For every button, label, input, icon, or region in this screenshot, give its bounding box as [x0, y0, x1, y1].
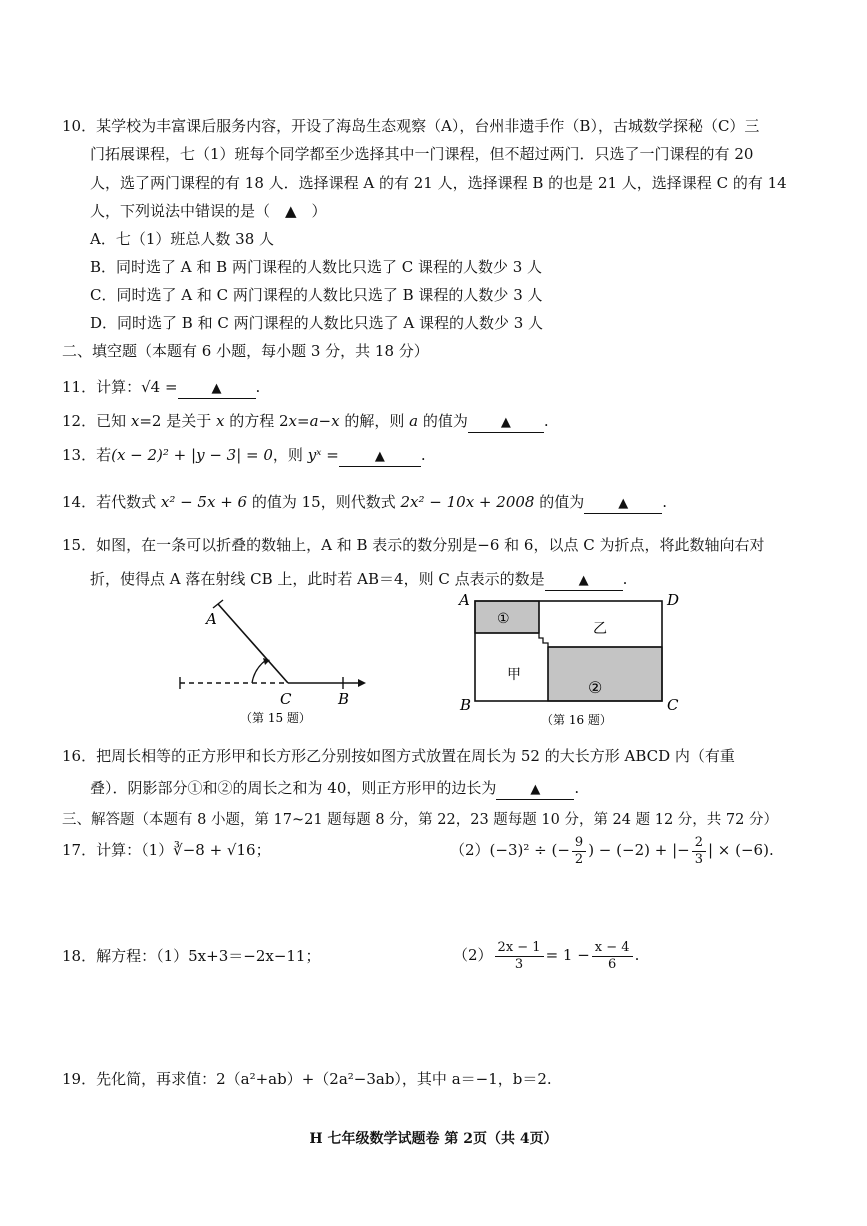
triangle-icon: ▲ — [211, 381, 222, 396]
triangle-icon: ▲ — [374, 449, 385, 464]
q16-answer-blank — [496, 779, 574, 800]
q17-part2-prefix: （2） — [450, 841, 490, 859]
q12-text6: 的值为 — [418, 412, 468, 430]
q16-text: 叠）．阴影部分①和②的周长之和为 40，则正方形甲的边长为 — [90, 779, 497, 797]
numerator: 9 — [572, 835, 586, 852]
q12-var-x: x — [130, 412, 140, 430]
q11-period: . — [255, 378, 261, 396]
q12-var-x2: x — [215, 412, 225, 430]
q17-part-2 — [450, 834, 774, 868]
q13-answer-blank — [339, 446, 421, 467]
q18-period: . — [634, 946, 640, 964]
q13-period: . — [420, 446, 426, 464]
label-b: B — [338, 690, 350, 708]
q10-option-a: A．七（1）班总人数 38 人 — [90, 230, 274, 248]
fold-arc — [252, 660, 266, 683]
q14-expression-2: 2x² − 10x + 2008 — [400, 493, 535, 511]
q10-stem-line2: 门拓展课程，七（1）班每个同学都至少选择其中一门课程，但不超过两门．只选了一门课程的有 20 — [90, 145, 754, 163]
denominator: 3 — [514, 956, 524, 972]
triangle-icon: ▲ — [500, 415, 511, 430]
numerator: 2 — [692, 835, 706, 852]
q15-text: 折，使得点 A 落在射线 CB 上，此时若 AB＝4，则 C 点表示的数是 — [90, 570, 545, 588]
label-a: A — [459, 591, 470, 609]
q18-equals-one-minus: = 1 − — [545, 946, 590, 964]
question-13 — [62, 445, 426, 467]
label-a: A — [206, 610, 217, 628]
q18-part2-prefix: （2） — [453, 946, 493, 964]
figure-15 — [160, 590, 380, 730]
q14-answer-blank — [584, 493, 662, 514]
q14-text2: 的值为 — [534, 493, 585, 511]
q13-prefix: 13．若 — [62, 446, 112, 464]
q10-stem-line3: 人，选了两门课程的有 18 人．选择课程 A 的有 21 人，选择课程 B 的也是 21 人，选择课程 C 的有 14 — [90, 174, 787, 192]
q11-answer-blank — [178, 378, 256, 399]
q15-period: . — [622, 570, 628, 588]
q14-period: . — [662, 493, 668, 511]
arrow-right-icon — [358, 679, 366, 687]
q12-text3: = — [297, 412, 310, 430]
figure-16 — [455, 590, 695, 732]
q10-option-c: C．同时选了 A 和 C 两门课程的人数比只选了 B 课程的人数少 3 人 — [90, 286, 543, 304]
overlap-step — [539, 633, 548, 647]
q13-expression: (x − 2)² + |y − 3| = 0 — [111, 446, 273, 464]
triangle-icon: ▲ — [618, 496, 629, 511]
denominator: 3 — [694, 851, 703, 867]
q12-text5: 的解，则 — [339, 412, 410, 430]
q14-expression-1: x² − 5x + 6 — [160, 493, 248, 511]
q12-var-x4: x — [331, 412, 340, 430]
q18-part-1: 18．解方程：（1）5x+3＝−2x−11； — [62, 947, 321, 965]
label-d: D — [667, 591, 680, 609]
q17-part1-prefix: 17．计算：（1） — [62, 841, 174, 859]
fraction-2-3 — [692, 835, 706, 868]
q12-text4: − — [318, 412, 332, 430]
q17-part1-suffix: ； — [255, 841, 271, 859]
region-2-label: ② — [588, 678, 603, 697]
region-1-label: ① — [497, 611, 510, 627]
fraction-2x-1-over-3 — [495, 940, 544, 973]
q15-answer-blank — [545, 570, 623, 591]
q15-stem-line1: 15．如图，在一条可以折叠的数轴上，A 和 B 表示的数分别是−6 和 6，以点 C 为折点，将此数轴向右对 — [62, 536, 765, 554]
question-12 — [62, 411, 549, 433]
question-11 — [62, 377, 260, 399]
label-c: C — [280, 690, 292, 708]
q17-part2-expr-a: (−3)² ÷ (− — [489, 841, 570, 859]
q12-var-a: a — [309, 412, 319, 430]
question-14 — [62, 492, 667, 514]
q16-stem-line1: 16．把周长相等的正方形甲和长方形乙分别按如图方式放置在周长为 52 的大长方形 ABCD 内（有重 — [62, 747, 735, 765]
triangle-icon: ▲ — [530, 782, 541, 797]
q12-text2: 的方程 2 — [224, 412, 289, 430]
q17-part2-period: . — [768, 841, 774, 859]
figure-15-caption: （第 15 题） — [240, 711, 311, 725]
question-19: 19．先化简，再求值：2（a²+ab）+（2a²−3ab），其中 a＝−1，b＝2. — [62, 1070, 552, 1088]
q10-option-b: B．同时选了 A 和 B 两门课程的人数比只选了 C 课程的人数少 3 人 — [90, 258, 543, 276]
fraction-x-4-over-6 — [592, 940, 633, 973]
q13-text: ，则 — [272, 446, 308, 464]
q14-prefix: 14．若代数式 — [62, 493, 161, 511]
q12-var-a2: a — [409, 412, 419, 430]
label-jia: 甲 — [507, 667, 521, 683]
label-c: C — [667, 696, 679, 714]
q11-expression: √4 = — [141, 378, 178, 396]
q10-stem-line4: 人，下列说法中错误的是（ ▲ ） — [90, 202, 327, 220]
shaded-region-2 — [548, 647, 662, 701]
label-yi: 乙 — [593, 621, 607, 637]
q12-text1: =2 是关于 — [139, 412, 216, 430]
q17-part2-expr-c: | × (−6) — [707, 841, 769, 859]
q17-part1-expression: ∛−8 + √16 — [173, 841, 256, 859]
q12-period: . — [543, 412, 549, 430]
q14-text1: 的值为 15，则代数式 — [247, 493, 401, 511]
denominator: 2 — [574, 851, 584, 867]
q16-period: . — [574, 779, 580, 797]
q17-part2-expr-b: ) − (−2) + |− — [588, 841, 690, 859]
triangle-icon: ▲ — [578, 573, 589, 588]
q12-var-x3: x — [288, 412, 298, 430]
numerator: 2x − 1 — [495, 940, 544, 957]
q11-prefix: 11．计算： — [62, 378, 142, 396]
ray-ca — [218, 604, 288, 683]
figure-16-caption: （第 16 题） — [541, 713, 612, 727]
label-b: B — [460, 696, 472, 714]
q12-answer-blank — [468, 412, 544, 433]
q15-stem-line2 — [90, 569, 627, 591]
q18-part-2 — [453, 937, 639, 973]
q13-yx: yˣ = — [307, 446, 339, 464]
q12-prefix: 12．已知 — [62, 412, 131, 430]
numerator: x − 4 — [592, 940, 633, 957]
page-footer: H 七年级数学试题卷 第 2页（共 4页） — [309, 1131, 558, 1147]
section-3-heading: 三、解答题（本题有 8 小题，第 17~21 题每题 8 分，第 22，23 题每题 10 分，第 24 题 12 分，共 72 分） — [62, 812, 778, 828]
q16-stem-line2 — [90, 778, 579, 800]
section-2-heading: 二、填空题（本题有 6 小题，每小题 3 分，共 18 分） — [62, 342, 429, 360]
q17-part-1 — [62, 840, 271, 860]
q10-stem-line1: 10．某学校为丰富课后服务内容，开设了海岛生态观察（A），台州非遗手作（B），古城数学探秘（C）三 — [62, 117, 760, 135]
denominator: 6 — [608, 956, 617, 972]
fraction-9-2 — [572, 835, 586, 868]
q10-option-d: D．同时选了 B 和 C 两门课程的人数比只选了 A 课程的人数少 3 人 — [90, 314, 544, 332]
